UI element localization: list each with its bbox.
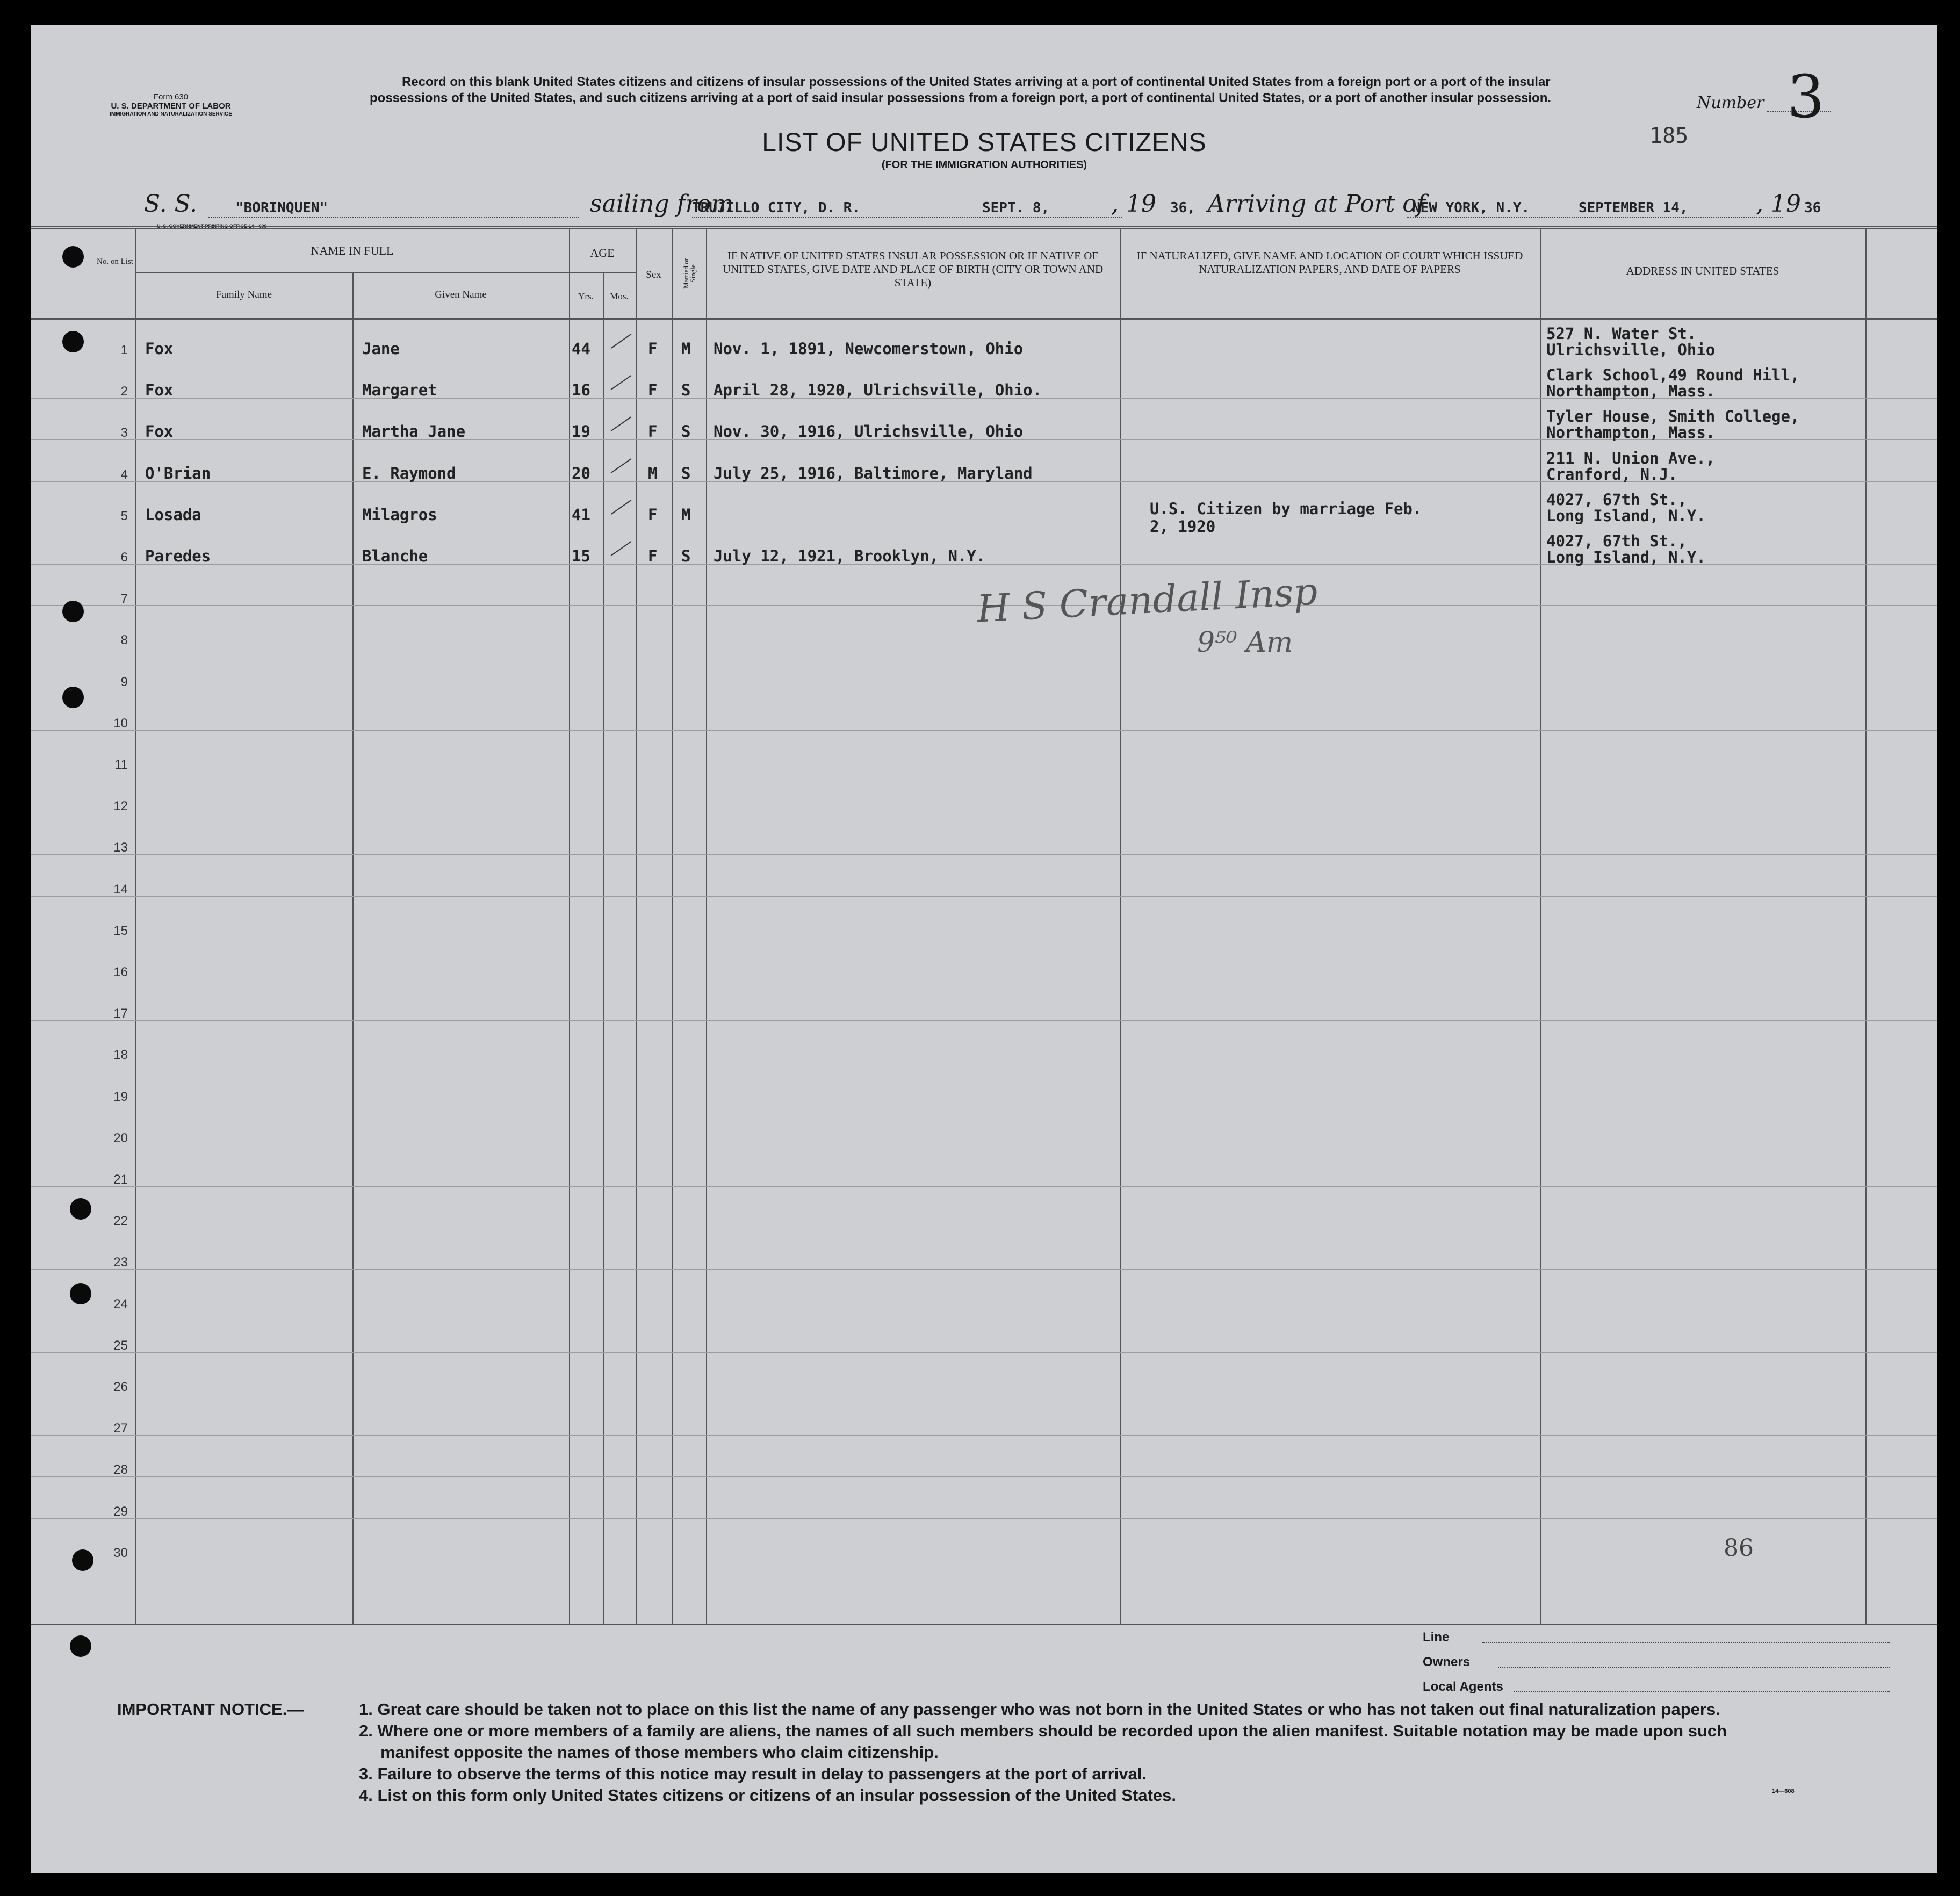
col-head-yrs: Yrs. bbox=[578, 291, 594, 301]
col-head-address: ADDRESS IN UNITED STATES bbox=[1626, 264, 1779, 277]
check-mark bbox=[611, 416, 632, 431]
line-number: 15 bbox=[113, 924, 128, 938]
family-name-cell: Fox bbox=[145, 381, 174, 399]
family-name-cell: O'Brian bbox=[145, 464, 211, 482]
family-name-cell: Paredes bbox=[145, 547, 211, 565]
marital-status-cell: M bbox=[681, 506, 691, 524]
form-number: Form 630 bbox=[153, 92, 189, 102]
marital-status-cell: S bbox=[681, 381, 691, 399]
local-agents-label: Local Agents bbox=[1423, 1679, 1503, 1694]
inspector-signature: H S Crandall Insp bbox=[976, 569, 1319, 631]
from-port: TRUJILLO CITY, D. R. bbox=[692, 200, 861, 216]
header-bottom-border bbox=[31, 318, 1937, 320]
line-number: 23 bbox=[113, 1255, 128, 1270]
arriving-label: Arriving at Port of bbox=[1208, 190, 1426, 218]
year-2: 36 bbox=[1804, 200, 1821, 216]
birth-cell: Nov. 30, 1916, Ulrichsville, Ohio bbox=[714, 422, 1024, 441]
notice-form-code: 14—608 bbox=[1772, 1788, 1795, 1794]
check-mark bbox=[611, 458, 632, 473]
given-name-cell: Margaret bbox=[362, 381, 437, 399]
line-number: 30 bbox=[113, 1546, 128, 1560]
ship-underline bbox=[208, 217, 579, 218]
line-number: 1 bbox=[120, 343, 128, 357]
notice-item-3: 3. Failure to observe the terms of this notice may result in delay to passengers at the port of arrival. bbox=[359, 1764, 1147, 1783]
name-age-subheader-line bbox=[135, 272, 636, 273]
col-head-no: No. on List bbox=[97, 257, 133, 266]
line-number: 11 bbox=[114, 758, 128, 772]
col-head-family: Family Name bbox=[216, 289, 272, 300]
year-prefix-2: , 19 bbox=[1756, 190, 1801, 218]
year-prefix-1: , 19 bbox=[1111, 190, 1156, 218]
col-head-name: NAME IN FULL bbox=[311, 244, 394, 257]
line-number: 29 bbox=[113, 1504, 128, 1519]
owners-underline bbox=[1498, 1667, 1890, 1668]
line-number: 25 bbox=[113, 1338, 128, 1353]
line-number: 5 bbox=[120, 509, 128, 523]
sailing-label: sailing from bbox=[590, 190, 734, 218]
marital-status-cell: S bbox=[681, 547, 691, 565]
col-head-naturalized: IF NATURALIZED, GIVE NAME AND LOCATION OF COURT WHICH ISSUED NATURALIZATION PAPERS, AND DATE OF PAPERS bbox=[1136, 249, 1523, 276]
given-name-cell: E. Raymond bbox=[362, 464, 456, 482]
document-sheet bbox=[31, 25, 1937, 1873]
col-head-mos: Mos. bbox=[610, 291, 629, 301]
line-number: 9 bbox=[120, 675, 128, 689]
line-number: 12 bbox=[113, 799, 128, 813]
instructions-text: Record on this blank United States citizens and citizens of insular possessions of the United States arriving at a port of continental United States from a foreign port or a port of the insular possessions of the United States, and such citizens arriving at a port of said insular possessions from a foreign port, a port of continental United States, or a port of another insular possession. bbox=[370, 75, 1552, 105]
address-line-2: Northampton, Mass. bbox=[1546, 423, 1716, 442]
family-name-cell: Losada bbox=[145, 506, 201, 524]
line-label: Line bbox=[1423, 1630, 1450, 1645]
line-number: 22 bbox=[113, 1214, 128, 1228]
birth-cell: July 25, 1916, Baltimore, Maryland bbox=[714, 464, 1033, 482]
arrival-underline bbox=[1407, 217, 1783, 218]
given-name-cell: Martha Jane bbox=[362, 422, 466, 441]
line-number: 2 bbox=[120, 384, 128, 399]
page-title: LIST OF UNITED STATES CITIZENS bbox=[762, 128, 1207, 157]
notice-item-4: 4. List on this form only United States citizens or citizens of an insular possession of the United States. bbox=[359, 1786, 1176, 1805]
ruled-line bbox=[31, 854, 1937, 855]
number-label: Number bbox=[1697, 93, 1764, 112]
address-line-1: 211 N. Union Ave., bbox=[1546, 449, 1716, 467]
address-line-2: Long Island, N.Y. bbox=[1546, 507, 1706, 525]
table-bottom-border bbox=[31, 1624, 1937, 1625]
owners-label: Owners bbox=[1423, 1655, 1471, 1669]
ruled-line bbox=[31, 1518, 1937, 1519]
col-line-family bbox=[352, 272, 354, 1624]
ruled-line bbox=[31, 1476, 1937, 1477]
col-line-given bbox=[569, 228, 570, 1624]
stamp-number: 185 bbox=[1649, 124, 1689, 148]
ship-name: "BORINQUEN" bbox=[235, 200, 328, 216]
family-name-cell: Fox bbox=[145, 422, 174, 441]
number-value: 3 bbox=[1787, 62, 1825, 131]
binder-hole bbox=[62, 601, 84, 622]
marital-status-cell: S bbox=[681, 464, 691, 482]
sex-cell: F bbox=[648, 381, 658, 399]
sail-date: SEPT. 8, bbox=[982, 200, 1050, 216]
address-line-1: Tyler House, Smith College, bbox=[1546, 407, 1800, 426]
table-top-border bbox=[31, 226, 1937, 227]
line-number: 14 bbox=[113, 882, 128, 897]
age-years-cell: 15 bbox=[572, 547, 590, 565]
line-number: 13 bbox=[113, 840, 128, 855]
address-line-2: Long Island, N.Y. bbox=[1546, 548, 1706, 566]
given-name-cell: Milagros bbox=[362, 506, 437, 524]
binder-hole bbox=[70, 1198, 91, 1220]
col-line-yrs bbox=[603, 272, 604, 1624]
ruled-line bbox=[31, 1186, 1937, 1187]
line-number: 27 bbox=[113, 1421, 128, 1436]
line-number: 28 bbox=[113, 1462, 128, 1477]
arrival-date: SEPTEMBER 14, bbox=[1579, 200, 1688, 216]
col-line-birth bbox=[1120, 228, 1121, 1624]
service: IMMIGRATION AND NATURALIZATION SERVICE bbox=[110, 111, 232, 117]
table-top-border-2 bbox=[31, 228, 1937, 229]
line-number: 6 bbox=[120, 550, 128, 565]
address-line-2: Northampton, Mass. bbox=[1546, 382, 1716, 400]
arrival-port: NEW YORK, N.Y. bbox=[1412, 200, 1530, 216]
sex-cell: F bbox=[648, 506, 658, 524]
address-line-2: Cranford, N.J. bbox=[1546, 465, 1678, 484]
marital-status-cell: S bbox=[681, 422, 691, 441]
ss-label: S. S. bbox=[144, 190, 198, 218]
sex-cell: F bbox=[648, 340, 658, 358]
line-number: 20 bbox=[113, 1131, 128, 1145]
given-name-cell: Jane bbox=[362, 340, 400, 358]
col-head-age: AGE bbox=[590, 246, 615, 259]
ruled-line bbox=[31, 730, 1937, 731]
col-head-married: Married or Single bbox=[682, 258, 697, 289]
line-number: 3 bbox=[120, 426, 128, 440]
line-number: 17 bbox=[113, 1006, 128, 1021]
page-subtitle: (FOR THE IMMIGRATION AUTHORITIES) bbox=[881, 159, 1087, 171]
col-line-nat bbox=[1540, 228, 1541, 1624]
sex-cell: F bbox=[648, 547, 658, 565]
col-line-sex bbox=[672, 228, 673, 1624]
marital-status-cell: M bbox=[681, 340, 691, 358]
col-head-sex: Sex bbox=[646, 269, 661, 280]
sex-cell: M bbox=[648, 464, 658, 482]
age-years-cell: 19 bbox=[572, 422, 590, 441]
ruled-line bbox=[31, 1269, 1937, 1270]
binder-hole bbox=[70, 1283, 91, 1304]
line-number: 16 bbox=[113, 965, 128, 979]
age-years-cell: 16 bbox=[572, 381, 590, 399]
check-mark bbox=[611, 541, 632, 556]
form-info bbox=[106, 92, 235, 117]
binder-hole bbox=[70, 1635, 91, 1657]
col-line-mos bbox=[636, 228, 637, 1624]
local-agents-underline bbox=[1514, 1691, 1890, 1692]
line-number: 26 bbox=[113, 1380, 128, 1394]
address-line-2: Ulrichsville, Ohio bbox=[1546, 341, 1716, 359]
check-mark bbox=[611, 334, 632, 349]
notice-item-2: 2. Where one or more members of a family are aliens, the names of all such members should be recorded upon the alien manifest. Suitable notation may be made upon such bbox=[359, 1721, 1727, 1740]
line-number: 18 bbox=[113, 1048, 128, 1062]
check-mark bbox=[611, 375, 632, 390]
line-number: 4 bbox=[120, 467, 128, 482]
check-mark bbox=[611, 500, 632, 515]
ruled-line bbox=[31, 1352, 1937, 1353]
department: U. S. DEPARTMENT OF LABOR bbox=[111, 102, 231, 111]
sex-cell: F bbox=[648, 422, 658, 441]
family-name-cell: Fox bbox=[145, 340, 174, 358]
address-line-1: Clark School,49 Round Hill, bbox=[1546, 366, 1800, 384]
notice-item-2-cont: manifest opposite the names of those members who claim citizenship. bbox=[380, 1743, 939, 1762]
binder-hole bbox=[62, 246, 84, 268]
given-name-cell: Blanche bbox=[362, 547, 428, 565]
line-number: 21 bbox=[113, 1172, 128, 1187]
sailing-underline bbox=[692, 217, 1122, 218]
age-years-cell: 20 bbox=[572, 464, 590, 482]
binder-hole bbox=[72, 1549, 93, 1571]
col-head-given: Given Name bbox=[435, 289, 487, 300]
line-number: 10 bbox=[113, 716, 128, 731]
address-line-1: 527 N. Water St. bbox=[1546, 325, 1697, 343]
binder-hole bbox=[62, 687, 84, 708]
birth-cell: July 12, 1921, Brooklyn, N.Y. bbox=[714, 547, 986, 565]
col-head-birth: IF NATIVE OF UNITED STATES INSULAR POSSESSION OR IF NATIVE OF UNITED STATES, GIVE DATE AND PLACE OF BIRTH (CITY OR TOWN AND STATE) bbox=[722, 249, 1104, 290]
ruled-line bbox=[31, 896, 1937, 897]
binder-hole bbox=[62, 331, 84, 352]
age-years-cell: 44 bbox=[572, 340, 590, 358]
col-line-no bbox=[135, 228, 136, 1624]
birth-cell: Nov. 1, 1891, Newcomerstown, Ohio bbox=[714, 340, 1024, 358]
line-number: 19 bbox=[113, 1090, 128, 1104]
notice-item-1: 1. Great care should be taken not to place on this list the name of any passenger who was not born in the United States or who has not taken out final naturalization papers. bbox=[359, 1700, 1720, 1719]
naturalization-cell: U.S. Citizen by marriage Feb. 2, 1920 bbox=[1150, 500, 1422, 536]
address-line-1: 4027, 67th St., bbox=[1546, 491, 1687, 509]
line-underline bbox=[1482, 1642, 1890, 1643]
ruled-line bbox=[31, 1435, 1937, 1436]
col-line-addr bbox=[1865, 228, 1867, 1624]
page-number: 86 bbox=[1724, 1534, 1754, 1562]
birth-cell: April 28, 1920, Ulrichsville, Ohio. bbox=[714, 381, 1042, 399]
year-1: 36, bbox=[1170, 200, 1195, 216]
age-years-cell: 41 bbox=[572, 506, 590, 524]
ruled-line bbox=[31, 1020, 1937, 1021]
line-number: 24 bbox=[113, 1297, 128, 1311]
line-number: 7 bbox=[120, 592, 128, 606]
address-line-1: 4027, 67th St., bbox=[1546, 532, 1687, 550]
line-number: 8 bbox=[120, 633, 128, 647]
inspection-time: 9⁵⁰ Am bbox=[1197, 626, 1293, 659]
notice-heading: IMPORTANT NOTICE.— bbox=[117, 1700, 304, 1719]
col-line-ms bbox=[706, 228, 707, 1624]
